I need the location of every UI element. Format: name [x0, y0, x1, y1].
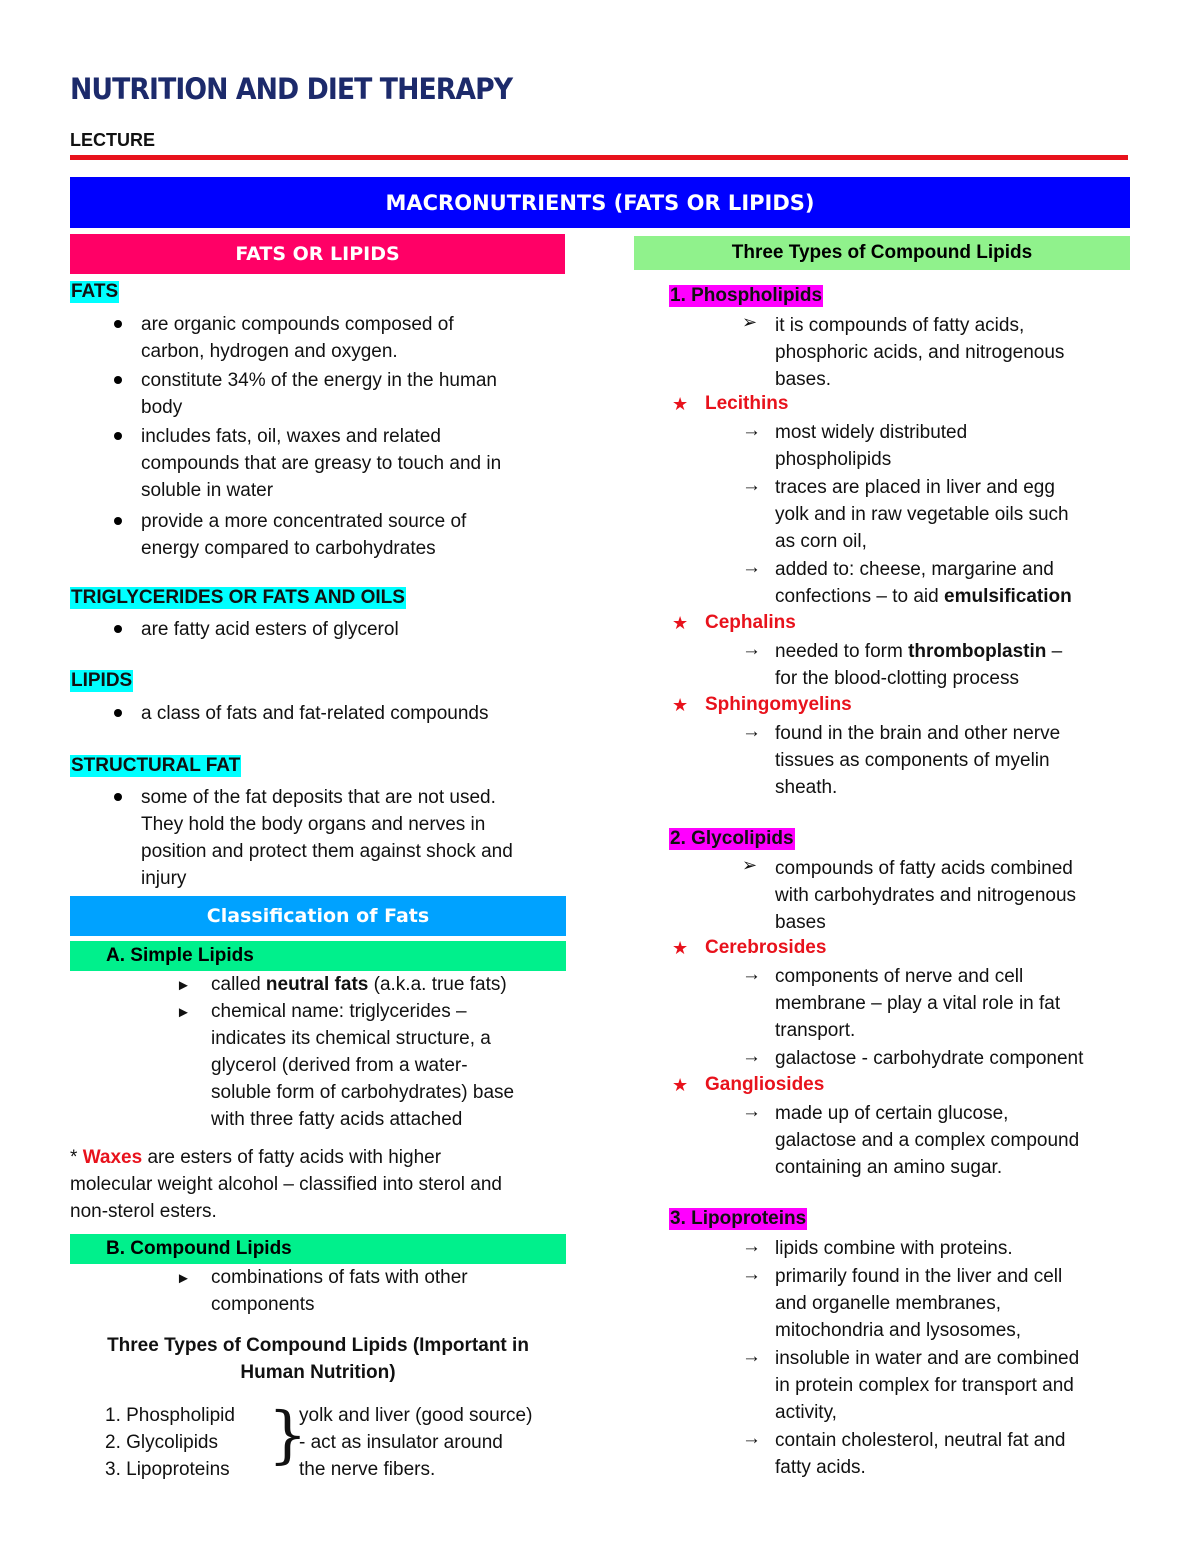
main-section-banner: MACRONUTRIENTS (FATS OR LIPIDS) — [70, 177, 1130, 228]
star-icon: ★ — [672, 613, 689, 633]
lecithins-item-3 — [775, 556, 1072, 610]
neutral-fats-term: neutral fats — [265, 974, 369, 995]
triangle-bullet-icon: ► — [176, 977, 191, 994]
waxes-asterisk: * — [70, 1147, 83, 1168]
triglycerides-bullet: are fatty acid esters of glycerol — [141, 619, 399, 640]
cephalins-item-text: needed to form — [775, 641, 909, 662]
compound-types-banner: Three Types of Compound Lipids — [634, 236, 1130, 270]
bullet-icon — [114, 376, 122, 384]
document-title: NUTRITION AND DIET THERAPY — [70, 72, 513, 106]
fats-bullet-3: includes fats, oil, waxes and related compounds that are greasy to touch and in soluble in water — [141, 426, 502, 501]
fats-bullet-4: provide a more concentrated source of energy compared to carbohydrates — [141, 511, 467, 559]
numbered-item-3: 3. Lipoproteins — [105, 1459, 230, 1480]
gangliosides-item: made up of certain glucose, galactose and a complex compound containing an amino sugar. — [775, 1103, 1080, 1178]
arrow-right-icon: → — [742, 557, 761, 578]
cephalins-item-suffix: – for the blood-clotting process — [775, 641, 1063, 689]
numbered-item-2: 2. Glycolipids — [105, 1432, 218, 1453]
check-arrow-icon: ➢ — [742, 312, 758, 332]
sphingomyelins-label: Sphingomyelins — [705, 694, 852, 715]
simple-item-1-suffix: (a.k.a. true fats) — [368, 974, 507, 995]
simple-lipids-banner: A. Simple Lipids — [70, 941, 566, 971]
triangle-bullet-icon: ► — [176, 1270, 191, 1287]
fats-bullet-1: are organic compounds composed of carbon, hydrogen and oxygen. — [141, 314, 454, 362]
structural-fat-bullet: some of the fat deposits that are not used. They hold the body organs and nerves in position and protect them against shock and injury — [141, 787, 513, 889]
lipoproteins-item-2: primarily found in the liver and cell and organelle membranes, mitochondria and lysosomes, — [775, 1266, 1063, 1341]
bullet-icon — [114, 517, 122, 525]
cerebrosides-label: Cerebrosides — [705, 937, 827, 958]
cephalins-label: Cephalins — [705, 612, 796, 633]
numbered-item-1: 1. Phospholipid — [105, 1405, 235, 1426]
classification-banner: Classification of Fats — [70, 896, 566, 936]
waxes-note — [70, 1144, 502, 1225]
fats-lipids-banner: FATS OR LIPIDS — [70, 234, 565, 274]
arrow-right-icon: → — [742, 1101, 761, 1122]
lecithins-item-3-text: added to: cheese, margarine and confections – to aid — [775, 559, 1054, 607]
arrow-right-icon: → — [742, 420, 761, 441]
arrow-right-icon: → — [742, 964, 761, 985]
lecithins-item-2: traces are placed in liver and egg yolk and in raw vegetable oils such as corn oil, — [775, 477, 1069, 552]
lecithins-item-1: most widely distributed phospholipids — [775, 422, 968, 470]
star-icon: ★ — [672, 695, 689, 715]
lipoproteins-item-3: insoluble in water and are combined in protein complex for transport and activity, — [775, 1348, 1080, 1423]
arrow-right-icon: → — [742, 721, 761, 742]
bullet-icon — [114, 432, 122, 440]
compound-item: combinations of fats with other components — [211, 1267, 468, 1315]
lipoproteins-item-4: contain cholesterol, neutral fat and fatty acids. — [775, 1430, 1066, 1478]
bullet-icon — [114, 625, 122, 633]
brace-note: yolk and liver (good source) - act as insulator around the nerve fibers. — [299, 1405, 533, 1480]
cerebrosides-item-1: components of nerve and cell membrane – play a vital role in fat transport. — [775, 966, 1061, 1041]
star-icon: ★ — [672, 1075, 689, 1095]
thromboplastin-term: thromboplastin — [908, 641, 1047, 662]
lipids-label: LIPIDS — [71, 670, 133, 691]
emulsification-term: emulsification — [944, 586, 1072, 607]
bullet-icon — [114, 709, 122, 717]
waxes-text: are esters of fatty acids with higher molecular weight alcohol – classified into sterol and non-sterol esters. — [70, 1147, 502, 1222]
three-types-heading: Three Types of Compound Lipids (Important in Human Nutrition) — [107, 1335, 529, 1383]
glycolipids-label: 2. Glycolipids — [670, 828, 794, 849]
document-subtitle: LECTURE — [70, 130, 155, 150]
arrow-right-icon: → — [742, 1428, 761, 1449]
arrow-right-icon: → — [742, 1346, 761, 1367]
arrow-right-icon: → — [742, 1046, 761, 1067]
simple-item-1 — [211, 971, 507, 998]
cerebrosides-item-2: galactose - carbohydrate component — [775, 1048, 1084, 1069]
check-arrow-icon: ➢ — [742, 855, 758, 875]
bullet-icon — [114, 320, 122, 328]
fats-label: FATS — [71, 281, 119, 302]
curly-brace-icon: } — [268, 1398, 308, 1471]
arrow-right-icon: → — [742, 1236, 761, 1257]
header-divider — [70, 155, 1128, 160]
waxes-term: Waxes — [82, 1147, 143, 1168]
triglycerides-label: TRIGLYCERIDES OR FATS AND OILS — [71, 587, 405, 608]
cephalins-item — [775, 638, 1062, 692]
lipoproteins-item-1: lipids combine with proteins. — [775, 1238, 1013, 1259]
gangliosides-label: Gangliosides — [705, 1074, 825, 1095]
simple-item-1-text: called — [211, 974, 266, 995]
fats-bullet-2: constitute 34% of the energy in the human body — [141, 370, 497, 418]
sphingomyelins-item: found in the brain and other nerve tissues as components of myelin sheath. — [775, 723, 1061, 798]
phospholipids-label: 1. Phospholipids — [670, 285, 823, 306]
lipids-bullet: a class of fats and fat-related compounds — [141, 703, 489, 724]
structural-fat-label: STRUCTURAL FAT — [71, 755, 241, 776]
compound-lipids-banner: B. Compound Lipids — [70, 1234, 566, 1264]
arrow-right-icon: → — [742, 1264, 761, 1285]
phospholipids-item: it is compounds of fatty acids, phosphoric acids, and nitrogenous bases. — [775, 315, 1065, 390]
triangle-bullet-icon: ► — [176, 1004, 191, 1021]
arrow-right-icon: → — [742, 475, 761, 496]
bullet-icon — [114, 793, 122, 801]
star-icon: ★ — [672, 394, 689, 414]
lipoproteins-label: 3. Lipoproteins — [670, 1208, 807, 1229]
simple-item-2: chemical name: triglycerides – indicates its chemical structure, a glycerol (derived from a water- soluble form of carbohydrates) base with three fatty acids attached — [211, 1001, 515, 1130]
star-icon: ★ — [672, 938, 689, 958]
arrow-right-icon: → — [742, 639, 761, 660]
glycolipids-item: compounds of fatty acids combined with carbohydrates and nitrogenous bases — [775, 858, 1077, 933]
lecithins-label: Lecithins — [705, 393, 789, 414]
